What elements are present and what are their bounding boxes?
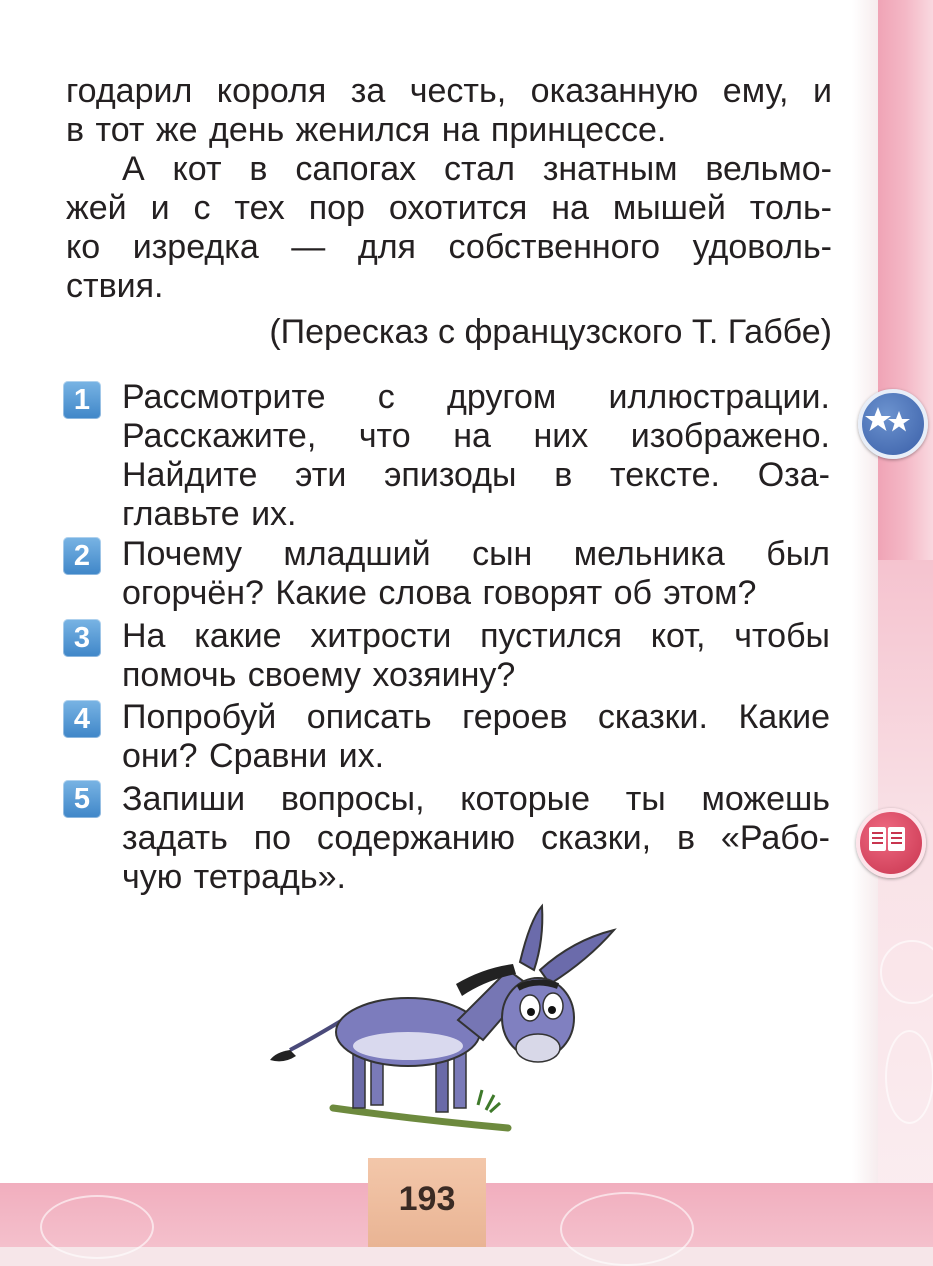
story-line: жей и с тех пор охотится на мышей толь- <box>66 189 832 227</box>
decorative-swirl <box>560 1192 694 1266</box>
question-line: огорчён? Какие слова говорят об этом? <box>122 574 757 612</box>
question-line: чую тетрадь». <box>122 858 346 896</box>
question-number-badge: 4 <box>63 700 101 738</box>
question-2 <box>122 535 830 613</box>
question-line: Рассмотрите с другом иллюстрации. <box>122 378 830 416</box>
question-line: Запиши вопросы, которые ты можешь <box>122 780 830 818</box>
question-number-badge: 5 <box>63 780 101 818</box>
question-number-badge: 2 <box>63 537 101 575</box>
question-line: задать по содержанию сказки, в «Рабо- <box>122 819 830 857</box>
question-number-badge: 1 <box>63 381 101 419</box>
book-icon <box>856 808 926 878</box>
story-line: в тот же день женился на принцессе. <box>66 111 667 149</box>
story-line: годарил короля за честь, оказанную ему, и <box>66 72 832 110</box>
question-line: Расскажите, что на них изображено. <box>122 417 830 455</box>
question-1 <box>122 378 830 534</box>
question-line: Попробуй описать героев сказки. Какие <box>122 698 830 736</box>
story-line: ко изредка — для собственного удоволь- <box>66 228 832 266</box>
side-margin-lower <box>872 560 933 1247</box>
question-5 <box>122 780 830 897</box>
question-line: помочь своему хозяину? <box>122 656 516 694</box>
decorative-swirl <box>885 1030 933 1124</box>
story-line: А кот в сапогах стал знатным вельмо- <box>122 150 832 188</box>
question-number-badge: 3 <box>63 619 101 657</box>
donkey-illustration <box>268 900 628 1150</box>
story-line: ствия. <box>66 267 164 305</box>
page-number: 193 <box>398 1180 456 1218</box>
question-line: Найдите эти эпизоды в тексте. Оза- <box>122 456 830 494</box>
story-attribution: (Пересказ с французского Т. Габбе) <box>269 313 832 351</box>
question-line: Почему младший сын мельника был <box>122 535 830 573</box>
question-line: главьте их. <box>122 495 297 533</box>
decorative-swirl <box>40 1195 154 1259</box>
question-3 <box>122 617 830 695</box>
stars-icon <box>858 389 928 459</box>
question-line: На какие хитрости пустился кот, чтобы <box>122 617 830 655</box>
question-4 <box>122 698 830 776</box>
question-line: они? Сравни их. <box>122 737 385 775</box>
